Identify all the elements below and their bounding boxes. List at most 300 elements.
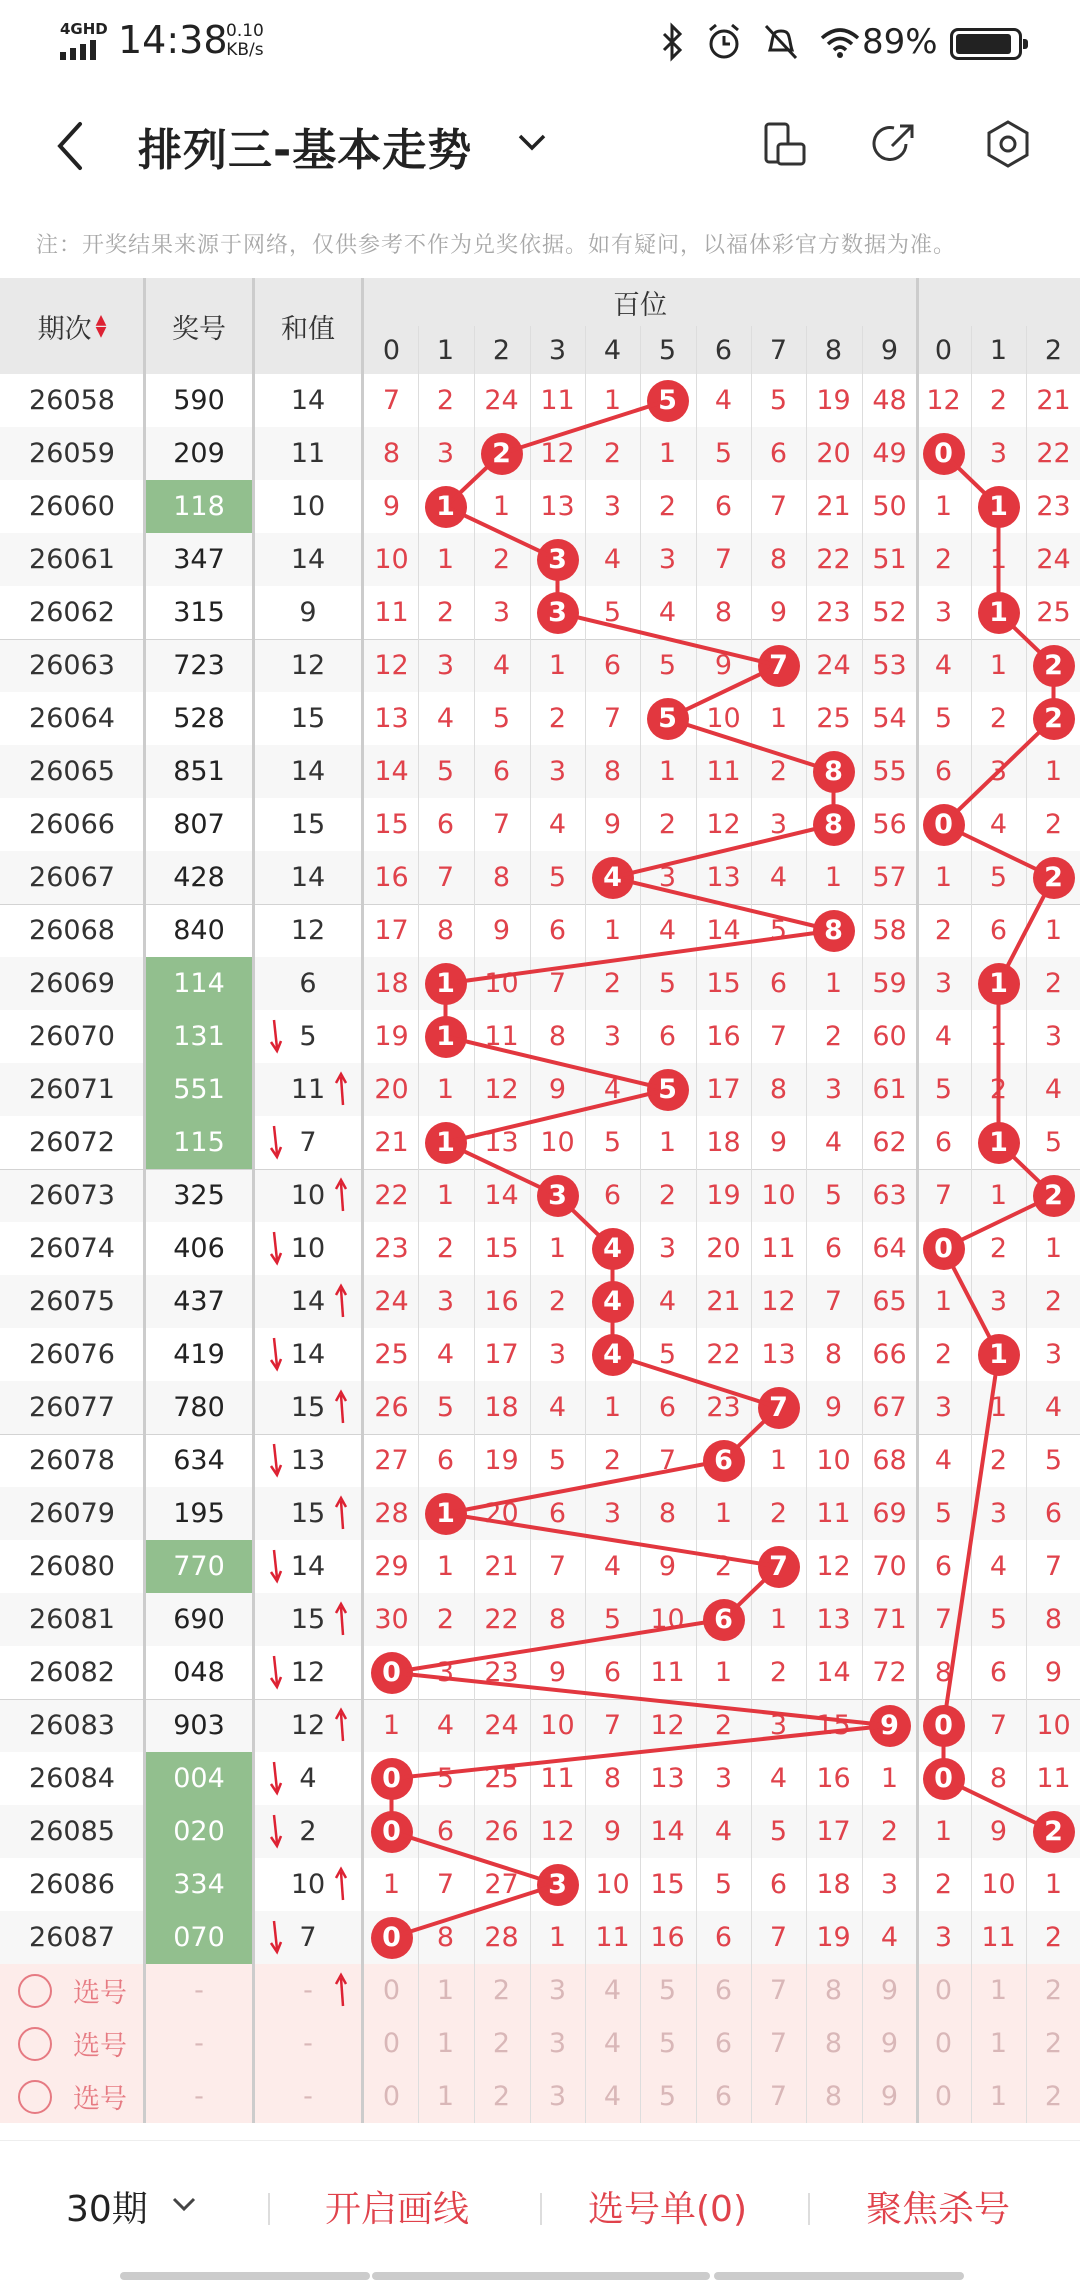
miss-count: 9 <box>714 650 733 681</box>
hit-number: 1 <box>989 491 1008 522</box>
select-digit[interactable]: 2 <box>1044 2081 1063 2112</box>
hit-number: 2 <box>492 438 511 469</box>
miss-count: 5 <box>769 915 788 946</box>
select-radio[interactable] <box>18 1974 52 2008</box>
trend-up-icon <box>334 1071 350 1107</box>
miss-count: 3 <box>548 756 567 787</box>
miss-count: 8 <box>769 1074 788 1105</box>
trend-up-icon <box>334 1972 350 2008</box>
issue-cell: 26064 <box>29 703 115 734</box>
hit-number: 8 <box>824 915 843 946</box>
mute-icon <box>762 22 800 62</box>
miss-count: 8 <box>436 1922 455 1953</box>
hit-number: 3 <box>548 597 567 628</box>
miss-count: 1 <box>603 1392 622 1423</box>
miss-count: 7 <box>548 1551 567 1582</box>
miss-count: 5 <box>548 862 567 893</box>
miss-count: 7 <box>824 1286 843 1317</box>
select-digit[interactable]: 1 <box>989 2028 1008 2059</box>
trend-down-icon <box>268 1919 284 1955</box>
miss-count: 15 <box>650 1869 685 1900</box>
sum-cell: 14 <box>290 1339 326 1370</box>
battery-fill <box>956 34 1011 54</box>
trend-up-icon <box>334 1707 350 1743</box>
miss-count: 22 <box>1036 438 1071 469</box>
draw-line-button[interactable]: 开启画线 <box>325 2189 470 2230</box>
select-radio[interactable] <box>18 2080 52 2114</box>
share-icon[interactable] <box>868 118 920 170</box>
select-digit[interactable]: 2 <box>492 2028 511 2059</box>
battery-percent: 89% <box>862 22 938 62</box>
issue-cell: 26087 <box>29 1922 115 1953</box>
alarm-icon <box>704 22 744 62</box>
miss-count: 2 <box>1044 1922 1063 1953</box>
miss-count: 4 <box>603 1551 622 1582</box>
miss-count: 25 <box>374 1339 409 1370</box>
select-digit[interactable]: 2 <box>492 1975 511 2006</box>
select-digit[interactable]: 9 <box>880 1975 899 2006</box>
select-number: - <box>194 1975 204 2006</box>
miss-count: 9 <box>382 491 401 522</box>
miss-count: 5 <box>769 1816 788 1847</box>
sum-cell: 14 <box>290 1551 326 1582</box>
miss-count: 1 <box>1044 915 1063 946</box>
pick-list-button[interactable]: 选号单(0) <box>588 2189 747 2230</box>
chevron-down-icon[interactable] <box>170 2195 198 2215</box>
page-title[interactable]: 排列三-基本走势 <box>138 125 473 176</box>
status-bar <box>0 0 1080 84</box>
miss-count: 6 <box>1044 1498 1063 1529</box>
miss-count: 61 <box>872 1074 907 1105</box>
miss-count: 1 <box>658 1127 677 1158</box>
miss-count: 68 <box>872 1445 907 1476</box>
miss-count: 12 <box>926 385 961 416</box>
sum-cell: 2 <box>299 1816 317 1847</box>
hit-number: 3 <box>548 1180 567 1211</box>
sum-cell: 5 <box>299 1021 317 1052</box>
select-digit[interactable]: 3 <box>548 1975 567 2006</box>
miss-count: 23 <box>1036 491 1071 522</box>
trend-table[interactable] <box>0 278 1080 2128</box>
select-radio[interactable] <box>18 2027 52 2061</box>
hit-number: 1 <box>436 968 455 999</box>
miss-count: 5 <box>824 1180 843 1211</box>
miss-count: 4 <box>769 862 788 893</box>
scroll-indicator <box>372 2272 710 2280</box>
hit-number: 0 <box>934 1233 953 1264</box>
miss-count: 18 <box>816 1869 851 1900</box>
miss-count: 6 <box>436 1816 455 1847</box>
select-digit[interactable]: 1 <box>436 2081 455 2112</box>
miss-count: 1 <box>989 544 1008 575</box>
miss-count: 9 <box>824 1392 843 1423</box>
issue-cell: 26081 <box>29 1604 115 1635</box>
issue-cell: 26059 <box>29 438 115 469</box>
miss-count: 55 <box>872 756 907 787</box>
hit-number: 0 <box>382 1763 401 1794</box>
miss-count: 58 <box>872 915 907 946</box>
miss-count: 3 <box>603 1021 622 1052</box>
miss-count: 1 <box>989 1180 1008 1211</box>
miss-count: 6 <box>714 491 733 522</box>
miss-count: 2 <box>769 1498 788 1529</box>
hit-number: 5 <box>658 1074 677 1105</box>
miss-count: 11 <box>981 1922 1016 1953</box>
miss-count: 15 <box>374 809 409 840</box>
miss-count: 70 <box>872 1551 907 1582</box>
number-cell: 634 <box>173 1445 225 1476</box>
miss-count: 15 <box>816 1710 851 1741</box>
select-digit[interactable]: 5 <box>658 2028 677 2059</box>
miss-count: 23 <box>816 597 851 628</box>
issue-cell: 26058 <box>29 385 115 416</box>
hit-number: 1 <box>436 491 455 522</box>
miss-count: 3 <box>658 544 677 575</box>
miss-count: 23 <box>374 1233 409 1264</box>
select-digit[interactable]: 0 <box>934 2081 953 2112</box>
sum-cell: 12 <box>290 915 326 946</box>
select-digit[interactable]: 9 <box>880 2028 899 2059</box>
column-divider <box>696 326 697 2123</box>
miss-count: 60 <box>872 1021 907 1052</box>
trend-down-icon <box>268 1336 284 1372</box>
select-digit[interactable]: 2 <box>1044 1975 1063 2006</box>
number-cell: 903 <box>173 1710 225 1741</box>
select-digit[interactable]: 5 <box>658 2081 677 2112</box>
miss-count: 6 <box>934 756 953 787</box>
hit-number: 2 <box>1044 862 1063 893</box>
sum-cell: 10 <box>290 1180 326 1211</box>
miss-count: 1 <box>769 1445 788 1476</box>
miss-count: 6 <box>714 1922 733 1953</box>
miss-count: 2 <box>714 1551 733 1582</box>
select-digit[interactable]: 1 <box>436 1975 455 2006</box>
sum-cell: 14 <box>290 385 326 416</box>
select-label[interactable]: 选号 <box>73 1978 127 2009</box>
column-divider <box>751 326 752 2123</box>
number-cell: 347 <box>173 544 225 575</box>
bluetooth-icon <box>660 22 686 62</box>
miss-count: 17 <box>816 1816 851 1847</box>
miss-count: 11 <box>816 1498 851 1529</box>
miss-count: 6 <box>769 1869 788 1900</box>
miss-count: 7 <box>603 703 622 734</box>
miss-count: 25 <box>484 1763 519 1794</box>
miss-count: 28 <box>484 1922 519 1953</box>
trend-up-icon <box>334 1283 350 1319</box>
miss-count: 9 <box>658 1551 677 1582</box>
miss-count: 26 <box>374 1392 409 1423</box>
issue-cell: 26066 <box>29 809 115 840</box>
header-digit: 5 <box>658 334 677 366</box>
header-digit: 1 <box>989 334 1008 366</box>
hit-number: 6 <box>714 1604 733 1635</box>
select-label[interactable]: 选号 <box>73 2084 127 2115</box>
select-digit[interactable]: 0 <box>934 1975 953 2006</box>
select-sum: - <box>303 2081 313 2112</box>
hit-number: 8 <box>824 756 843 787</box>
miss-count: 5 <box>548 1445 567 1476</box>
miss-count: 28 <box>374 1498 409 1529</box>
issue-cell: 26062 <box>29 597 115 628</box>
miss-count: 3 <box>436 650 455 681</box>
miss-count: 5 <box>436 1763 455 1794</box>
miss-count: 1 <box>934 1816 953 1847</box>
hit-number: 1 <box>436 1021 455 1052</box>
select-digit[interactable]: 0 <box>382 2081 401 2112</box>
issue-cell: 26083 <box>29 1710 115 1741</box>
chevron-down-icon[interactable] <box>514 128 550 158</box>
miss-count: 4 <box>658 597 677 628</box>
miss-count: 4 <box>714 385 733 416</box>
select-label[interactable]: 选号 <box>73 2031 127 2062</box>
miss-count: 18 <box>484 1392 519 1423</box>
sum-cell: 14 <box>290 862 326 893</box>
miss-count: 18 <box>706 1127 741 1158</box>
back-arrow-icon[interactable] <box>44 116 100 176</box>
select-digit[interactable]: 3 <box>548 2028 567 2059</box>
miss-count: 25 <box>816 703 851 734</box>
issue-cell: 26076 <box>29 1339 115 1370</box>
miss-count: 1 <box>934 862 953 893</box>
hit-number: 2 <box>1044 703 1063 734</box>
miss-count: 4 <box>436 703 455 734</box>
trend-up-icon <box>334 1601 350 1637</box>
number-cell: 428 <box>173 862 225 893</box>
hit-number: 3 <box>548 1869 567 1900</box>
miss-count: 7 <box>714 544 733 575</box>
miss-count: 3 <box>1044 1339 1063 1370</box>
miss-count: 5 <box>989 1604 1008 1635</box>
miss-count: 2 <box>436 385 455 416</box>
miss-count: 9 <box>989 1816 1008 1847</box>
select-digit[interactable]: 8 <box>824 2028 843 2059</box>
miss-count: 10 <box>595 1869 630 1900</box>
miss-count: 21 <box>706 1286 741 1317</box>
select-digit[interactable]: 5 <box>658 1975 677 2006</box>
number-cell: 118 <box>146 480 252 533</box>
select-digit[interactable]: 4 <box>603 2028 622 2059</box>
select-digit[interactable]: 8 <box>824 2081 843 2112</box>
select-digit[interactable]: 2 <box>1044 2028 1063 2059</box>
miss-count: 19 <box>706 1180 741 1211</box>
select-digit[interactable]: 6 <box>714 2028 733 2059</box>
select-digit[interactable]: 7 <box>769 1975 788 2006</box>
miss-count: 1 <box>824 862 843 893</box>
select-digit[interactable]: 2 <box>492 2081 511 2112</box>
miss-count: 20 <box>816 438 851 469</box>
select-digit[interactable]: 1 <box>989 1975 1008 2006</box>
header-issue[interactable]: 期次 ▲ ▼ <box>37 312 107 345</box>
miss-count: 10 <box>981 1869 1016 1900</box>
miss-count: 5 <box>603 1127 622 1158</box>
miss-count: 21 <box>816 491 851 522</box>
miss-count: 8 <box>714 597 733 628</box>
miss-count: 2 <box>1044 809 1063 840</box>
miss-count: 19 <box>374 1021 409 1052</box>
select-digit[interactable]: 4 <box>603 2081 622 2112</box>
hit-number: 4 <box>603 1286 622 1317</box>
sum-cell: 9 <box>299 597 317 628</box>
select-digit[interactable]: 0 <box>382 2028 401 2059</box>
miss-count: 3 <box>934 597 953 628</box>
number-cell: 048 <box>173 1657 225 1688</box>
miss-count: 4 <box>989 1551 1008 1582</box>
miss-count: 22 <box>706 1339 741 1370</box>
select-digit[interactable]: 4 <box>603 1975 622 2006</box>
select-digit[interactable]: 6 <box>714 1975 733 2006</box>
miss-count: 20 <box>374 1074 409 1105</box>
sum-cell: 12 <box>290 1710 326 1741</box>
select-digit[interactable]: 1 <box>989 2081 1008 2112</box>
select-digit[interactable]: 8 <box>824 1975 843 2006</box>
sum-cell: 10 <box>290 1233 326 1264</box>
miss-count: 7 <box>436 862 455 893</box>
number-cell: 419 <box>173 1339 225 1370</box>
issue-cell: 26078 <box>29 1445 115 1476</box>
trend-up-icon <box>334 1389 350 1425</box>
issue-cell: 26068 <box>29 915 115 946</box>
miss-count: 2 <box>880 1816 899 1847</box>
miss-count: 6 <box>769 438 788 469</box>
miss-count: 9 <box>769 597 788 628</box>
number-cell: 070 <box>146 1911 252 1964</box>
miss-count: 14 <box>484 1180 519 1211</box>
select-digit[interactable]: 3 <box>548 2081 567 2112</box>
header-digit: 0 <box>382 334 401 366</box>
miss-count: 8 <box>548 1021 567 1052</box>
miss-count: 11 <box>540 385 575 416</box>
sum-cell: 15 <box>290 1604 326 1635</box>
miss-count: 6 <box>436 809 455 840</box>
period-selector[interactable]: 30期 <box>66 2189 148 2230</box>
miss-count: 1 <box>436 1551 455 1582</box>
issue-cell: 26077 <box>29 1392 115 1423</box>
issue-cell: 26065 <box>29 756 115 787</box>
select-digit[interactable]: 0 <box>934 2028 953 2059</box>
select-digit[interactable]: 7 <box>769 2028 788 2059</box>
hit-number: 2 <box>1044 650 1063 681</box>
miss-count: 10 <box>540 1710 575 1741</box>
miss-count: 1 <box>548 1922 567 1953</box>
miss-count: 11 <box>706 756 741 787</box>
miss-count: 4 <box>492 650 511 681</box>
column-divider <box>862 326 863 2123</box>
miss-count: 56 <box>872 809 907 840</box>
issue-cell: 26070 <box>29 1021 115 1052</box>
miss-count: 9 <box>769 1127 788 1158</box>
miss-count: 23 <box>484 1657 519 1688</box>
header-digit: 8 <box>824 334 843 366</box>
miss-count: 11 <box>650 1657 685 1688</box>
miss-count: 1 <box>1044 1233 1063 1264</box>
miss-count: 8 <box>658 1498 677 1529</box>
miss-count: 12 <box>484 1074 519 1105</box>
miss-count: 3 <box>989 1286 1008 1317</box>
miss-count: 11 <box>595 1922 630 1953</box>
app-header <box>0 84 1080 204</box>
select-digit[interactable]: 9 <box>880 2081 899 2112</box>
hit-number: 2 <box>1044 1180 1063 1211</box>
issue-cell: 26082 <box>29 1657 115 1688</box>
hit-number: 0 <box>382 1816 401 1847</box>
network-type: 4GHD <box>60 20 108 38</box>
trend-down-icon <box>268 1230 284 1266</box>
miss-count: 16 <box>374 862 409 893</box>
miss-count: 12 <box>761 1286 796 1317</box>
sort-icon[interactable]: ▲ ▼ <box>95 312 107 340</box>
miss-count: 3 <box>934 968 953 999</box>
miss-count: 22 <box>484 1604 519 1635</box>
miss-count: 10 <box>650 1604 685 1635</box>
miss-count: 2 <box>492 544 511 575</box>
trend-up-icon <box>334 1177 350 1213</box>
issue-cell: 26075 <box>29 1286 115 1317</box>
miss-count: 8 <box>603 756 622 787</box>
miss-count: 13 <box>816 1604 851 1635</box>
number-cell: 334 <box>146 1858 252 1911</box>
miss-count: 9 <box>548 1074 567 1105</box>
miss-count: 1 <box>548 1233 567 1264</box>
miss-count: 2 <box>603 1445 622 1476</box>
miss-count: 19 <box>816 385 851 416</box>
miss-count: 7 <box>492 809 511 840</box>
select-digit[interactable]: 1 <box>436 2028 455 2059</box>
miss-count: 6 <box>548 915 567 946</box>
trend-down-icon <box>268 1813 284 1849</box>
rotate-screen-icon[interactable] <box>758 118 810 170</box>
miss-count: 10 <box>374 544 409 575</box>
miss-count: 6 <box>603 1180 622 1211</box>
miss-count: 27 <box>374 1445 409 1476</box>
miss-count: 4 <box>714 1816 733 1847</box>
miss-count: 7 <box>658 1445 677 1476</box>
miss-count: 1 <box>934 491 953 522</box>
hit-number: 4 <box>603 1339 622 1370</box>
miss-count: 30 <box>374 1604 409 1635</box>
miss-count: 4 <box>603 1074 622 1105</box>
miss-count: 7 <box>769 491 788 522</box>
miss-count: 2 <box>989 703 1008 734</box>
settings-icon[interactable] <box>982 118 1034 170</box>
miss-count: 2 <box>824 1021 843 1052</box>
miss-count: 13 <box>761 1339 796 1370</box>
select-digit[interactable]: 7 <box>769 2081 788 2112</box>
sum-cell: 10 <box>290 491 326 522</box>
signal-icon <box>60 40 106 60</box>
focus-kill-button[interactable]: 聚焦杀号 <box>866 2189 1011 2230</box>
miss-count: 2 <box>934 1339 953 1370</box>
miss-count: 27 <box>484 1869 519 1900</box>
miss-count: 4 <box>880 1922 899 1953</box>
miss-count: 8 <box>1044 1604 1063 1635</box>
miss-count: 48 <box>872 385 907 416</box>
issue-cell: 26086 <box>29 1869 115 1900</box>
sum-cell: 7 <box>299 1127 317 1158</box>
miss-count: 2 <box>1044 968 1063 999</box>
miss-count: 12 <box>706 809 741 840</box>
miss-count: 49 <box>872 438 907 469</box>
miss-count: 5 <box>658 1339 677 1370</box>
miss-count: 3 <box>934 1392 953 1423</box>
select-digit[interactable]: 0 <box>382 1975 401 2006</box>
select-digit[interactable]: 6 <box>714 2081 733 2112</box>
sum-cell: 14 <box>290 544 326 575</box>
miss-count: 5 <box>714 438 733 469</box>
miss-count: 9 <box>603 1816 622 1847</box>
miss-count: 2 <box>989 1233 1008 1264</box>
miss-count: 6 <box>658 1021 677 1052</box>
